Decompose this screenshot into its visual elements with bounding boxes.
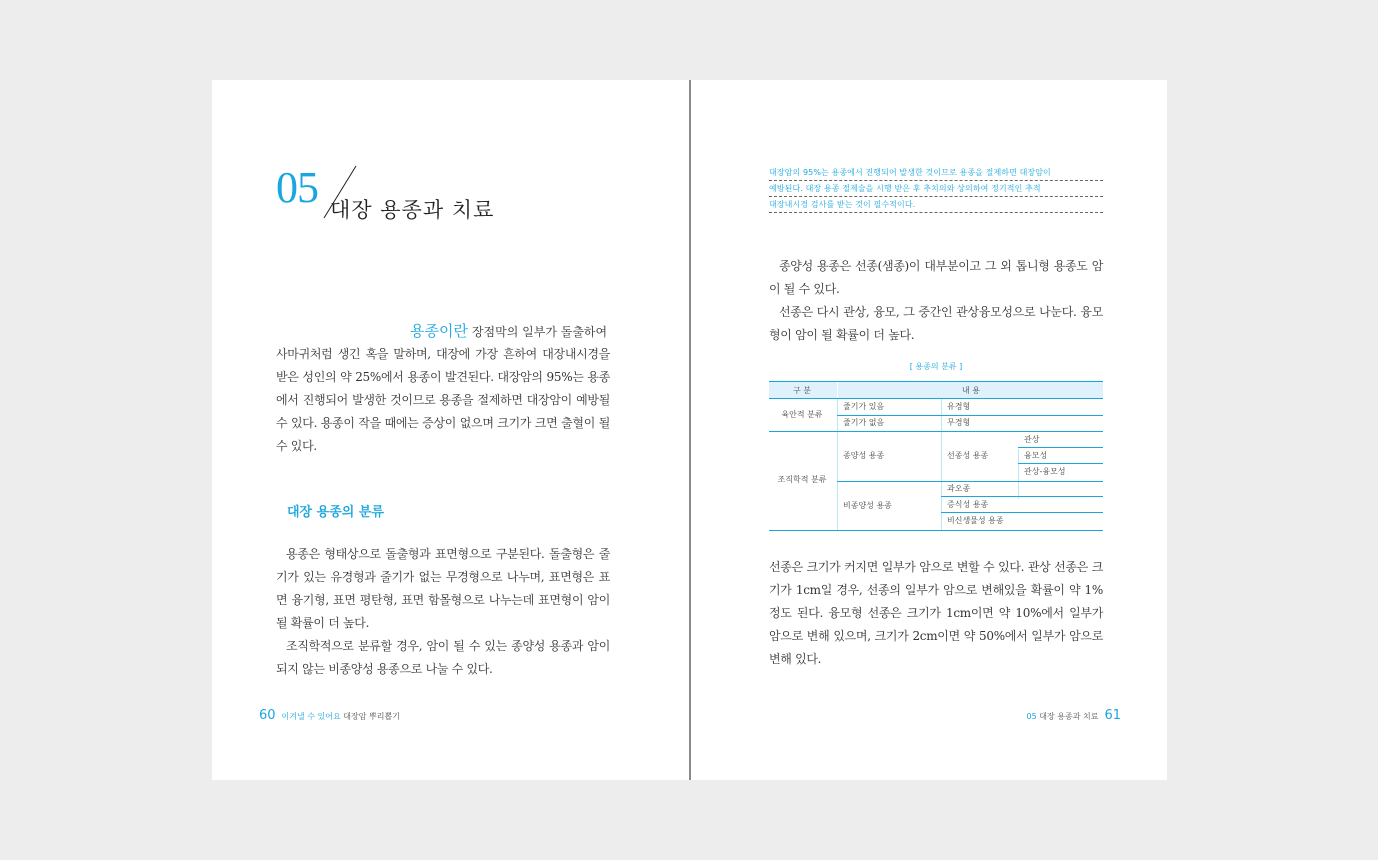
left-page: [212, 80, 689, 780]
polyp-classification-table: [769, 381, 1103, 531]
folio-chapter-number: 05: [1026, 712, 1037, 721]
table-cell: 줄기가 없음: [843, 418, 885, 427]
table-cell: 선종성 용종: [947, 451, 989, 460]
lead-term: 용종이란: [410, 322, 468, 340]
table-cell: 유경형: [947, 402, 971, 411]
table-cell: 비신생물성 용종: [947, 516, 1004, 525]
chapter-title: 대장 용종과 치료: [330, 198, 495, 222]
section-paragraph-2: 조직학적으로 분류할 경우, 암이 될 수 있는 종양성 용종과 암이 되지 않는 비종양성 용종으로 나눌 수 있다.: [276, 639, 610, 676]
section-heading: 대장 용종의 분류: [287, 505, 384, 520]
folio-chapter-title: 대장 용종과 치료: [1039, 712, 1099, 721]
table-cell: 조직학적 분류: [777, 475, 827, 484]
intro-paragraph: 사마귀처럼 생긴 혹을 말하며, 대장에 가장 흔하여 대장내시경을 받은 성인의 약 25%에서 용종이 발견된다. 대장암의 95%는 용종에서 진행되어 발생한 것이므로 용종을 절제하면 대장암이 예방될 수 있다. 용종이 작을 때에는 증상이 없으며 크기가 크면 출혈이 될 수 있다.: [276, 347, 610, 453]
right-paragraph-2: 선종은 다시 관상, 융모, 그 중간인 관상융모성으로 나눈다. 융모형이 암이 될 확률이 더 높다.: [769, 305, 1103, 342]
table-cell: 증식성 용종: [947, 500, 989, 509]
table-cell: 종양성 용종: [843, 451, 885, 460]
table-cell: 비종양성 용종: [843, 501, 892, 510]
folio-left: [259, 708, 400, 723]
table-header: [769, 381, 1103, 399]
right-paragraph-1: 종양성 용종은 선종(샘종)이 대부분이고 그 외 톱니형 용종도 암이 될 수 있다.: [769, 259, 1103, 296]
table-cell: 줄기가 있음: [843, 402, 885, 411]
table-title: [ 용종의 분류 ]: [909, 362, 963, 371]
chapter-number: 05: [276, 163, 318, 212]
table-body: [769, 399, 1103, 531]
right-body-3: 선종은 크기가 커지면 일부가 암으로 변할 수 있다. 관상 선종은 크기가 1cm일 경우, 선종의 일부가 암으로 변해있을 확률이 약 1% 정도 된다. 융모형 선종은 크기가 1cm이면 약 10%에서 일부가 암으로 변해 있으며, 크기가 2cm이면 약 50%에서 일부가 암으로 변해 있다.: [769, 560, 1103, 666]
page-number-left: 60: [259, 708, 276, 723]
book-title: 대장암 뿌리뽑기: [343, 712, 400, 721]
table-cell: 과오종: [947, 484, 971, 493]
table-cell: 관상-융모성: [1024, 467, 1066, 476]
table-header-category: 구 분: [793, 386, 811, 395]
intro-first-line: [410, 320, 610, 344]
page-number-right: 61: [1104, 708, 1121, 723]
right-page: [691, 80, 1167, 780]
highlight-line: 대장내시경 검사를 받는 것이 필수적이다.: [769, 197, 1103, 213]
highlight-box: [769, 165, 1103, 213]
table-cell: 관상: [1024, 435, 1040, 444]
table-cell: 육안적 분류: [781, 410, 823, 419]
book-prefix: 이겨낼 수 있어요: [281, 712, 341, 721]
table-cell: 무경형: [947, 418, 971, 427]
section-body: [276, 543, 610, 681]
intro-first-text: 장점막의 일부가 돌출하여: [471, 325, 608, 339]
table-cell: 융모성: [1024, 451, 1048, 460]
folio-right: [1027, 708, 1121, 723]
highlight-line: 대장암의 95%는 용종에서 진행되어 발생한 것이므로 용종을 절제하면 대장암이: [769, 165, 1103, 181]
section-paragraph-1: 용종은 형태상으로 돌출형과 표면형으로 구분된다. 돌출형은 줄기가 있는 유경형과 줄기가 없는 무경형으로 나누며, 표면형은 표면 융기형, 표면 평탄형, 표면 함몰형으로 나누는데 표면형이 암이 될 확률이 더 높다.: [276, 547, 610, 630]
table-header-content: 내 용: [962, 386, 980, 395]
right-body-1: [769, 255, 1103, 347]
highlight-line: 예방된다. 대장 용종 절제술을 시행 받은 후 추치의와 상의하여 정기적인 추적: [769, 181, 1103, 197]
